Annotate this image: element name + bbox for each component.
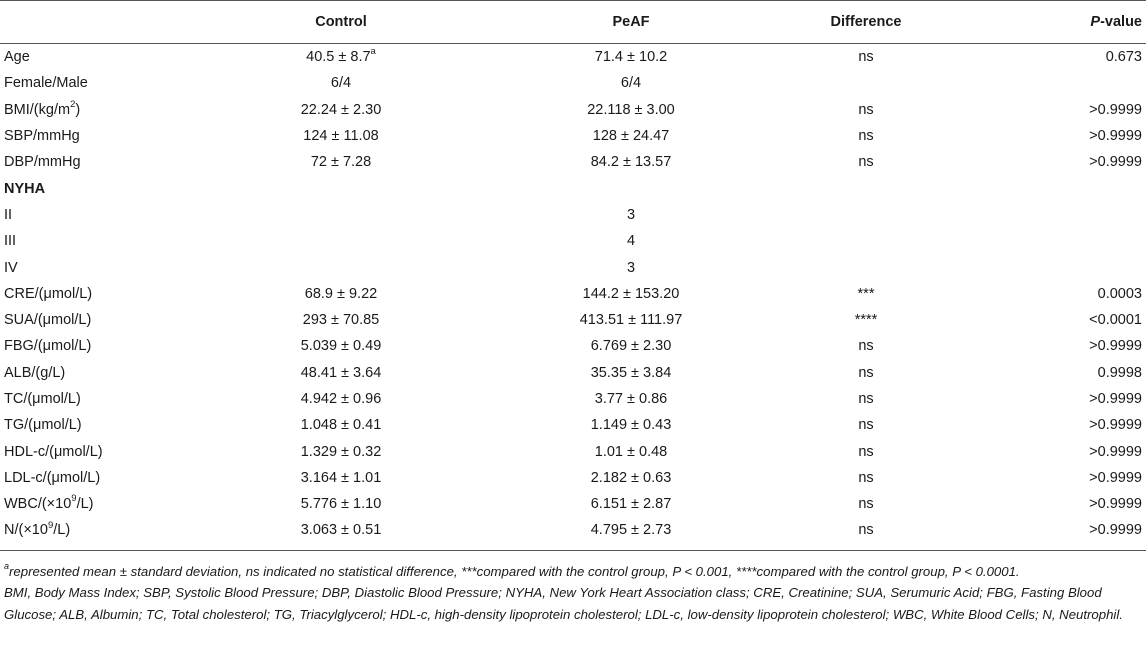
cell-control-value: 3.063 ± 0.51 <box>300 522 382 539</box>
cell-peaf: 3 <box>626 206 636 223</box>
cell-control <box>196 254 486 280</box>
cell-difference: ns <box>858 469 874 486</box>
cell-peaf: 6.151 ± 2.87 <box>590 496 672 513</box>
row-label-text: HDL-c/(μmol/L) <box>4 443 103 460</box>
cell-control <box>196 491 486 517</box>
cell-peaf <box>486 175 776 201</box>
cell-p-value: >0.9999 <box>1089 417 1142 434</box>
row-label <box>0 70 196 96</box>
table-row <box>0 123 1146 149</box>
row-label <box>0 202 196 228</box>
header-difference: Difference <box>830 14 902 30</box>
table-footnote <box>0 551 1146 626</box>
cell-difference: ns <box>858 443 874 460</box>
header-peaf: PeAF <box>612 14 650 30</box>
row-label <box>0 360 196 386</box>
row-label-text: DBP/mmHg <box>4 154 81 171</box>
cell-control <box>196 202 486 228</box>
cell-control <box>196 228 486 254</box>
table-header <box>0 1 1146 43</box>
table-row <box>0 491 1146 517</box>
cell-peaf: 4.795 ± 2.73 <box>590 522 672 539</box>
cell-control <box>196 465 486 491</box>
cell-p-value: >0.9999 <box>1089 128 1142 145</box>
cell-control <box>196 360 486 386</box>
row-label <box>0 97 196 123</box>
row-label-text: Age <box>4 49 30 66</box>
row-label <box>0 491 196 517</box>
cell-p-value: <0.0001 <box>1089 312 1142 329</box>
cell-control <box>196 333 486 359</box>
cell-control <box>196 281 486 307</box>
cell-peaf: 4 <box>626 233 636 250</box>
cell-peaf: 128 ± 24.47 <box>592 128 670 145</box>
row-label <box>0 281 196 307</box>
row-label <box>0 333 196 359</box>
cell-p-value: >0.9999 <box>1089 522 1142 539</box>
cell-control-value: 40.5 ± 8.7 <box>306 49 371 66</box>
cell-control-value: 22.24 ± 2.30 <box>300 101 382 118</box>
cell-p-value: >0.9999 <box>1089 101 1142 118</box>
cell-difference <box>776 175 956 201</box>
cell-p-value <box>956 70 1146 96</box>
cell-p-value: >0.9999 <box>1089 469 1142 486</box>
table-row <box>0 175 1146 201</box>
table-row <box>0 202 1146 228</box>
row-label-text: FBG/(μmol/L) <box>4 338 92 355</box>
row-label-text: ALB/(g/L) <box>4 364 66 381</box>
table-row <box>0 281 1146 307</box>
cell-difference: **** <box>854 312 878 329</box>
table-row <box>0 254 1146 280</box>
cell-difference: ns <box>858 101 874 118</box>
table-row <box>0 412 1146 438</box>
table-body-wrapper <box>0 44 1146 544</box>
cell-control-value: 6/4 <box>330 75 352 92</box>
header-p-value <box>956 1 1146 43</box>
cell-difference: ns <box>858 417 874 434</box>
cell-control-value: 48.41 ± 3.64 <box>300 364 382 381</box>
table-row <box>0 438 1146 464</box>
table-row <box>0 360 1146 386</box>
header-row <box>0 1 1146 43</box>
cell-difference: ns <box>858 338 874 355</box>
table-row <box>0 97 1146 123</box>
cell-difference: *** <box>857 285 875 302</box>
cell-control-value: 5.039 ± 0.49 <box>300 338 382 355</box>
cell-control-value: 124 ± 11.08 <box>303 128 379 145</box>
table-row <box>0 44 1146 70</box>
cell-peaf: 6.769 ± 2.30 <box>590 338 672 355</box>
table-row <box>0 386 1146 412</box>
table-row <box>0 70 1146 96</box>
cell-control-value: 4.942 ± 0.96 <box>300 391 382 407</box>
row-label <box>0 307 196 333</box>
row-label-suffix: ) <box>75 101 81 118</box>
footnote-line-1-text: represented mean ± standard deviation, ns indicated no statistical difference, ***compared with the control group, P < 0.001, ****compared with the control group, P < 0.0001. <box>9 563 1020 579</box>
cell-control <box>196 149 486 175</box>
cell-control <box>196 123 486 149</box>
header-control: Control <box>315 14 367 30</box>
cell-control <box>196 97 486 123</box>
cell-peaf: 22.118 ± 3.00 <box>587 101 675 118</box>
cell-peaf: 2.182 ± 0.63 <box>590 469 672 486</box>
footnote-line-1 <box>4 561 1142 583</box>
cell-peaf: 6/4 <box>620 75 642 92</box>
cell-p-value: >0.9999 <box>1089 443 1142 460</box>
header-p-italic: P <box>1090 14 1101 30</box>
cell-difference <box>776 228 956 254</box>
cell-p-value <box>956 228 1146 254</box>
cell-p-value: 0.673 <box>1105 49 1142 66</box>
row-label-text: CRE/(μmol/L) <box>4 285 93 302</box>
footnote-marker: a <box>4 561 10 572</box>
cell-p-value: >0.9999 <box>1089 338 1142 355</box>
table-row <box>0 307 1146 333</box>
row-label-superscript: 9 <box>71 493 77 505</box>
row-label-text: N/(×10 <box>4 522 48 539</box>
row-label <box>0 386 196 412</box>
cell-p-value: >0.9999 <box>1089 391 1142 407</box>
row-label-text: NYHA <box>4 180 46 197</box>
row-label <box>0 123 196 149</box>
cell-p-value <box>956 175 1146 201</box>
cell-peaf: 1.149 ± 0.43 <box>590 417 672 434</box>
cell-difference <box>776 202 956 228</box>
row-label-text: II <box>4 206 13 223</box>
table-row <box>0 333 1146 359</box>
row-label-superscript: 9 <box>47 519 54 531</box>
cell-control <box>196 412 486 438</box>
cell-peaf: 1.01 ± 0.48 <box>594 443 668 460</box>
cell-control-superscript: a <box>370 46 376 58</box>
cell-control-value: 68.9 ± 9.22 <box>304 285 378 302</box>
cell-control-value: 3.164 ± 1.01 <box>300 469 382 486</box>
cell-difference: ns <box>858 522 874 539</box>
row-label-suffix: /L) <box>53 522 71 539</box>
cell-control <box>196 44 486 70</box>
cell-p-value: 0.9998 <box>1097 364 1142 381</box>
row-label-text: TG/(μmol/L) <box>4 417 82 434</box>
row-label-text: SBP/mmHg <box>4 128 80 145</box>
cell-control <box>196 175 486 201</box>
table-row <box>0 228 1146 254</box>
header-p-rest: -value <box>1100 14 1142 30</box>
cell-peaf: 3 <box>626 259 636 276</box>
row-label <box>0 149 196 175</box>
row-label <box>0 517 196 543</box>
cell-difference: ns <box>858 391 874 407</box>
table-body <box>0 44 1146 544</box>
row-label-suffix: /L) <box>76 496 94 513</box>
row-label-text: Female/Male <box>4 75 88 92</box>
cell-peaf: 3.77 ± 0.86 <box>594 391 668 407</box>
cell-control <box>196 70 486 96</box>
cell-control-value: 1.048 ± 0.41 <box>300 417 382 434</box>
row-label-text: BMI/(kg/m <box>4 101 71 118</box>
table-row <box>0 517 1146 543</box>
cell-control-value: 293 ± 70.85 <box>302 312 380 329</box>
row-label-text: III <box>4 233 17 250</box>
section-label <box>0 175 196 201</box>
footnote-line-2: BMI, Body Mass Index; SBP, Systolic Blood Pressure; DBP, Diastolic Blood Pressure; NYHA, New York Heart Association class; CRE, Creatinine; SUA, Serumuric Acid; FBG, Fasting Blood Glucose; ALB, Albumin; TC, Total cholesterol; TG, Triacylglycerol; HDL-c, high-density lipoprotein cholesterol; LDL-c, low-density lipoprotein cholesterol; WBC, White Blood Cells; N, Neutrophil. <box>4 585 1123 622</box>
row-label-text: IV <box>4 259 18 276</box>
cell-peaf: 71.4 ± 10.2 <box>594 49 668 66</box>
cell-p-value <box>956 254 1146 280</box>
cell-control-value: 72 ± 7.28 <box>310 154 372 171</box>
cell-difference: ns <box>858 154 874 171</box>
cell-peaf: 413.51 ± 111.97 <box>579 312 683 329</box>
table-row <box>0 465 1146 491</box>
cell-control <box>196 386 486 412</box>
cell-peaf: 35.35 ± 3.84 <box>590 364 672 381</box>
cell-peaf: 84.2 ± 13.57 <box>590 154 672 171</box>
cell-control-value: 5.776 ± 1.10 <box>300 496 382 513</box>
table-row <box>0 149 1146 175</box>
row-label <box>0 465 196 491</box>
row-label <box>0 228 196 254</box>
cell-peaf: 144.2 ± 153.20 <box>582 285 680 302</box>
cell-p-value: 0.0003 <box>1097 285 1142 302</box>
row-label-text: LDL-c/(μmol/L) <box>4 469 101 486</box>
row-label <box>0 412 196 438</box>
row-label <box>0 44 196 70</box>
row-label-superscript: 2 <box>70 98 76 110</box>
cell-control <box>196 438 486 464</box>
cell-difference <box>776 70 956 96</box>
cell-p-value: >0.9999 <box>1089 496 1142 513</box>
cell-control <box>196 307 486 333</box>
cell-difference: ns <box>858 496 874 513</box>
row-label <box>0 438 196 464</box>
cell-p-value: >0.9999 <box>1089 154 1142 171</box>
header-variable <box>0 1 196 43</box>
cell-control-value: 1.329 ± 0.32 <box>300 443 382 460</box>
cell-difference <box>776 254 956 280</box>
row-label <box>0 254 196 280</box>
cell-p-value <box>956 202 1146 228</box>
row-label-text: TC/(μmol/L) <box>4 391 81 407</box>
row-label-text: WBC/(×10 <box>4 496 72 513</box>
cell-difference: ns <box>858 364 874 381</box>
baseline-characteristics-table <box>0 1 1146 43</box>
cell-control <box>196 517 486 543</box>
cell-difference: ns <box>858 128 874 145</box>
row-label-text: SUA/(μmol/L) <box>4 312 92 329</box>
cell-difference: ns <box>858 49 874 66</box>
